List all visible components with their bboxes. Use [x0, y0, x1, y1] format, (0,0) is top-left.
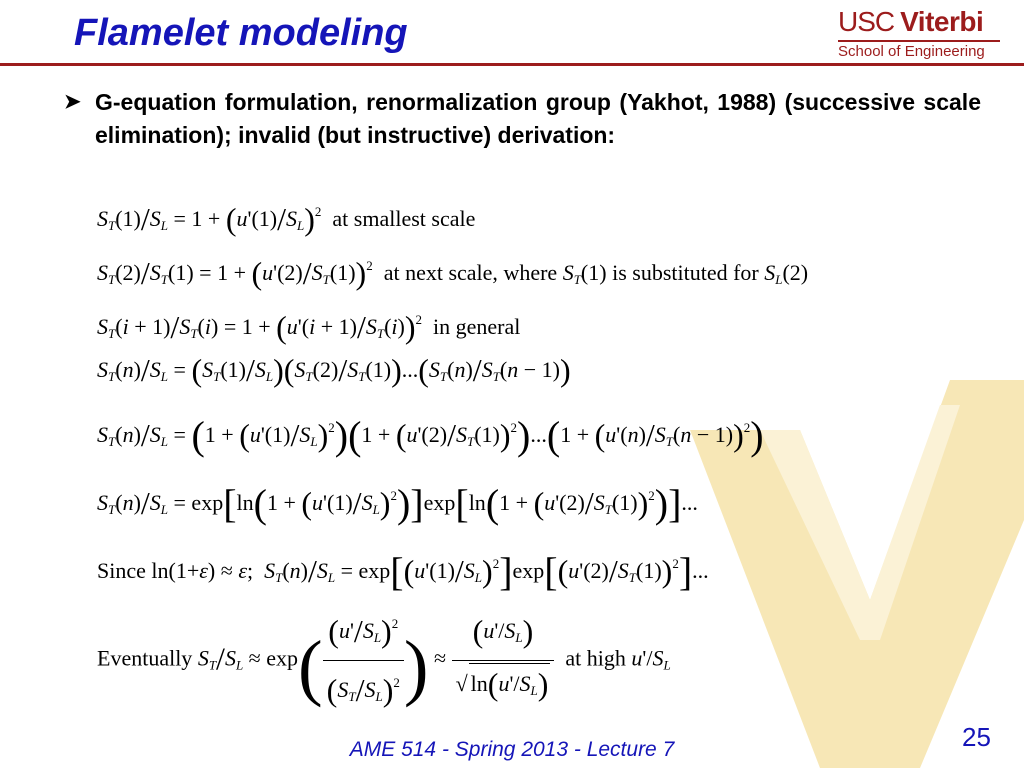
equation-8: Eventually $S_T/S_L \approx \exp$( $\frac{(u'/S_L)^2}{(S_T/S_L)^2}$ ) ≈ $\frac{(u'/S_L)}{√ \ln(u'/S_L)}$ at high $u'/S_L$	[97, 604, 671, 717]
logo-usc: USC	[838, 6, 895, 37]
eq8-fraction-left: $\frac{(u'/S_L)^2}{(S_T/S_L)^2}$	[323, 604, 404, 717]
eq2-where: where	[503, 260, 558, 285]
eq8-fraction-right: $\frac{(u'/S_L)}{√ \ln(u'/S_L)}$	[452, 611, 555, 711]
logo-divider	[838, 40, 1000, 42]
arrow-bullet-icon: ➤	[64, 91, 81, 113]
equation-1: $S_T(1)/S_L = 1 + (u'(1)/S_L)^2$ at smallest scale	[97, 201, 476, 237]
footer-course: AME 514 - Spring 2013 - Lecture 7	[349, 738, 675, 761]
equation-5: $S_T(n)/S_L = (1 + (u'(1)/S_L)^2)(1 + (u'(2)/S_T(1))^2)...(1 + (u'(n)/S_T(n - 1))^2)$	[97, 413, 764, 458]
eq7-since: Since ln(1+	[97, 558, 200, 583]
equation-4: $S_T(n)/S_L = (S_T(1)/S_L)(S_T(2)/S_T(1))...(S_T(n)/S_T(n - 1))$	[97, 352, 571, 388]
eq2-note: at next scale,	[383, 260, 498, 285]
page-number: 25	[962, 722, 991, 752]
title-rule	[0, 63, 1024, 66]
eq8-note: at high	[565, 645, 626, 671]
eq1-note: at smallest scale	[332, 206, 476, 231]
logo-viterbi: Viterbi	[900, 6, 984, 37]
equation-6: $S_T(n)/S_L = \exp[\ln(1 + (u'(1)/S_L)^2)]\exp[\ln(1 + (u'(2)/S_T(1))^2)]$...	[97, 481, 698, 526]
equation-7: Since ln(1+ε) ≈ ε; $S_T(n)/S_L = \exp[(u'(1)/S_L)^2]\exp[(u'(2)/S_T(1))^2]$...	[97, 549, 709, 594]
equation-3: $S_T(i + 1)/S_T(i) = 1 + (u'(i + 1)/S_T(i))^2$ in general	[97, 309, 521, 345]
slide-title: Flamelet modeling	[74, 12, 408, 54]
bullet-text: G-equation formulation, renormalization group (Yakhot, 1988) (successive scale elimination); invalid (but instructive) derivation:	[95, 89, 981, 148]
eq2-subst: is substituted for	[612, 260, 759, 285]
eq3-note: in general	[433, 314, 521, 339]
eq8-eventually: Eventually	[97, 645, 193, 671]
logo-school: School of Engineering	[838, 43, 985, 60]
usc-viterbi-logo	[836, 6, 1006, 62]
equation-2: $S_T(2)/S_T(1) = 1 + (u'(2)/S_T(1))^2$ at next scale, where $S_T(1)$ is substituted for $S_L(2)$	[97, 255, 809, 291]
